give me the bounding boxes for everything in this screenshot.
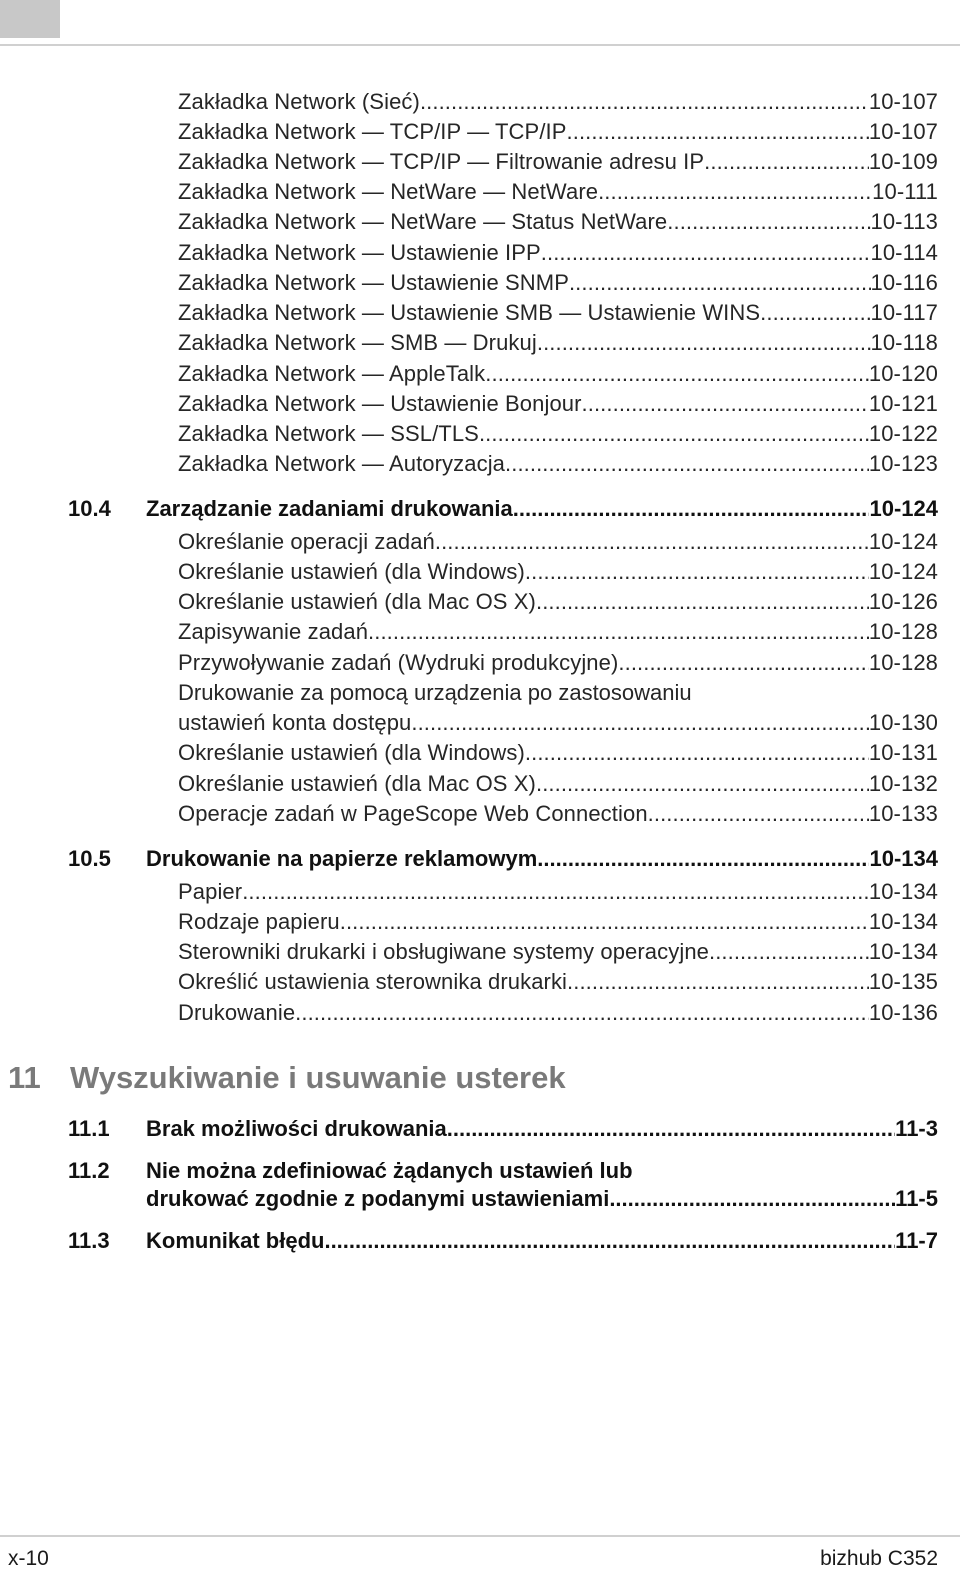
toc-entry-title: Określanie ustawień (dla Windows) [178,740,525,765]
section-number: 11.1 [68,1116,110,1141]
toc-entry-title: Określanie ustawień (dla Mac OS X) [178,771,536,796]
toc-entry-title: Komunikat błędu [146,1228,325,1253]
dot-leader [513,496,870,522]
toc-entry-title: Drukowanie na papierze reklamowym [146,846,538,871]
toc-entry-page: 10-116 [870,270,938,295]
toc-entry-title: Zakładka Network — Ustawienie IPP [178,240,541,265]
toc-entry[interactable] [178,300,938,326]
toc-entry-title: Zakładka Network — SSL/TLS [178,421,479,446]
section-number: 10.4 [68,496,111,521]
toc-entry-page: 10-122 [868,421,938,446]
toc-entry-title-line1: Drukowanie za pomocą urządzenia po zastosowaniu [178,680,692,705]
dot-leader [537,330,871,356]
toc-entry[interactable] [178,650,938,676]
toc-entry-page: 11-5 [895,1186,938,1211]
dot-leader [418,710,869,736]
dot-leader [536,589,869,615]
toc-entry-title: drukować zgodnie z podanymi ustawieniami [146,1186,610,1211]
dot-leader [609,1186,895,1212]
toc-entry-title-line1: Nie można zdefiniować żądanych ustawień lub [146,1158,633,1183]
toc-entry-page: 10-118 [870,330,938,355]
toc-entry[interactable] [178,1000,938,1026]
toc-entry[interactable] [178,391,938,417]
toc-entry-title: Określanie ustawień (dla Mac OS X) [178,589,536,614]
toc-entry-title: Zakładka Network — SMB — Drukuj [178,330,537,355]
toc-entry-title: Zakładka Network (Sieć) [178,89,420,114]
toc-entry[interactable] [178,270,938,296]
toc-entry-title: Określanie operacji zadań [178,529,435,554]
dot-leader [567,969,869,995]
toc-entry-page: 10-134 [868,909,938,934]
dot-leader [525,559,869,585]
toc-section-entry[interactable] [146,1186,938,1212]
toc-entry-title: Brak możliwości drukowania [146,1116,447,1141]
dot-leader [569,270,871,296]
toc-entry[interactable] [178,879,938,905]
toc-entry-title: Zakładka Network — AppleTalk [178,361,486,386]
toc-entry-title: Zakładka Network — Ustawienie SNMP [178,270,569,295]
toc-entry[interactable] [178,771,938,797]
dot-leader [537,846,869,872]
toc-entry-title: Operacje zadań w PageScope Web Connection [178,801,648,826]
dot-leader [667,209,870,235]
toc-entry[interactable] [178,451,938,477]
toc-entry-title: Papier [178,879,243,904]
toc-entry[interactable] [178,529,938,555]
toc-entry[interactable] [178,710,938,736]
toc-entry-page: 11-7 [895,1228,938,1253]
dot-leader [648,801,869,827]
dot-leader [582,391,869,417]
toc-entry-title: Zakładka Network — NetWare — Status NetWare [178,209,668,234]
toc-entry[interactable] [178,969,938,995]
footer-page-number: x-10 [8,1547,49,1570]
chapter-number: 11 [8,1060,41,1095]
toc-entry-page: 10-126 [868,589,938,614]
toc-section-entry[interactable] [146,1116,938,1142]
toc-entry-title: Zakładka Network — TCP/IP — TCP/IP [178,119,567,144]
toc-entry[interactable] [178,179,938,205]
toc-entry-title: Zakładka Network — Autoryzacja [178,451,506,476]
toc-entry[interactable] [178,589,938,615]
dot-leader [324,1228,895,1254]
toc-entry-title: Przywoływanie zadań (Wydruki produkcyjne) [178,650,619,675]
section-number: 11.3 [68,1228,110,1253]
top-rule [0,44,960,46]
toc-entry[interactable] [178,330,938,356]
toc-entry-page: 10-124 [868,529,938,554]
toc-entry-title: ustawień konta dostępu. [178,710,418,735]
toc-entry-title: Zakładka Network — Ustawienie SMB — Ustawienie WINS [178,300,761,325]
toc-entry-page: 10-128 [868,650,938,675]
toc-entry[interactable] [178,421,938,447]
toc-entry[interactable] [178,209,938,235]
toc-entry-page: 10-134 [868,939,938,964]
dot-leader [760,300,870,326]
toc-entry-page: 10-111 [872,179,938,204]
toc-entry-page: 10-123 [868,451,938,476]
toc-entry[interactable] [178,619,938,645]
dot-leader [536,771,869,797]
chapter-title: Wyszukiwanie i usuwanie usterek [70,1060,566,1095]
chapter-heading[interactable] [8,1060,566,1096]
toc-entry-page: 10-124 [868,559,938,584]
toc-entry-page: 10-135 [868,969,938,994]
toc-entry-page: 10-120 [868,361,938,386]
toc-entry-title: Zakładka Network — Ustawienie Bonjour [178,391,582,416]
toc-entry[interactable] [178,801,938,827]
dot-leader [505,451,869,477]
toc-entry[interactable] [178,240,938,266]
dot-leader [709,939,869,965]
toc-entry[interactable] [178,89,938,115]
dot-leader [485,361,869,387]
toc-entry-page: 10-121 [868,391,938,416]
dot-leader [525,740,869,766]
toc-section-entry[interactable] [146,846,938,872]
toc-entry-title: Zarządzanie zadaniami drukowania [146,496,513,521]
dot-leader [447,1116,895,1142]
dot-leader [704,149,869,175]
toc-entry[interactable] [178,939,938,965]
toc-entry-page: 11-3 [895,1116,938,1141]
toc-entry-page: 10-124 [869,496,938,521]
toc-entry-page: 10-117 [870,300,938,325]
dot-leader [435,529,869,555]
toc-entry-page: 10-132 [868,771,938,796]
dot-leader [368,619,869,645]
toc-entry-title: Zapisywanie zadań [178,619,369,644]
toc-entry-page: 10-107 [868,89,938,114]
toc-entry-page: 10-114 [870,240,938,265]
toc-entry-title: Określanie ustawień (dla Windows) [178,559,525,584]
toc-entry-page: 10-134 [868,879,938,904]
toc-entry-page: 10-134 [869,846,938,871]
toc-entry-page: 10-107 [868,119,938,144]
toc-entry[interactable] [178,361,938,387]
section-number: 11.2 [68,1158,110,1183]
toc-entry-page: 10-131 [868,740,938,765]
dot-leader [242,879,869,905]
toc-entry-page: 10-136 [868,1000,938,1025]
toc-entry-page: 10-113 [870,209,938,234]
toc-entry-page: 10-128 [868,619,938,644]
toc-section-entry[interactable] [146,496,938,522]
dot-leader [567,119,869,145]
toc-entry-page: 10-130 [868,710,938,735]
dot-leader [340,909,869,935]
toc-entry-title: Rodzaje papieru [178,909,340,934]
toc-entry-title: Zakładka Network — TCP/IP — Filtrowanie adresu IP [178,149,705,174]
toc-entry-title: Sterowniki drukarki i obsługiwane systemy operacyjne [178,939,709,964]
toc-entry[interactable] [178,909,938,935]
dot-leader [598,179,872,205]
dot-leader [479,421,869,447]
toc-entry-title: Określić ustawienia sterownika drukarki [178,969,568,994]
dot-leader [618,650,868,676]
dot-leader [295,1000,869,1026]
toc-entry[interactable] [178,149,938,175]
toc-entry-page: 10-133 [868,801,938,826]
bottom-rule [0,1535,960,1537]
section-number: 10.5 [68,846,111,871]
toc-entry-title: Zakładka Network — NetWare — NetWare [178,179,599,204]
footer-product-name: bizhub C352 [820,1547,938,1570]
toc-entry[interactable] [178,740,938,766]
dot-leader [541,240,871,266]
toc-section-entry[interactable] [146,1228,938,1254]
toc-entry[interactable] [178,559,938,585]
chapter-tab-marker [0,0,60,38]
toc-entry[interactable] [178,119,938,145]
toc-entry-page: 10-109 [868,149,938,174]
dot-leader [420,89,869,115]
toc-entry-title: Drukowanie [178,1000,296,1025]
